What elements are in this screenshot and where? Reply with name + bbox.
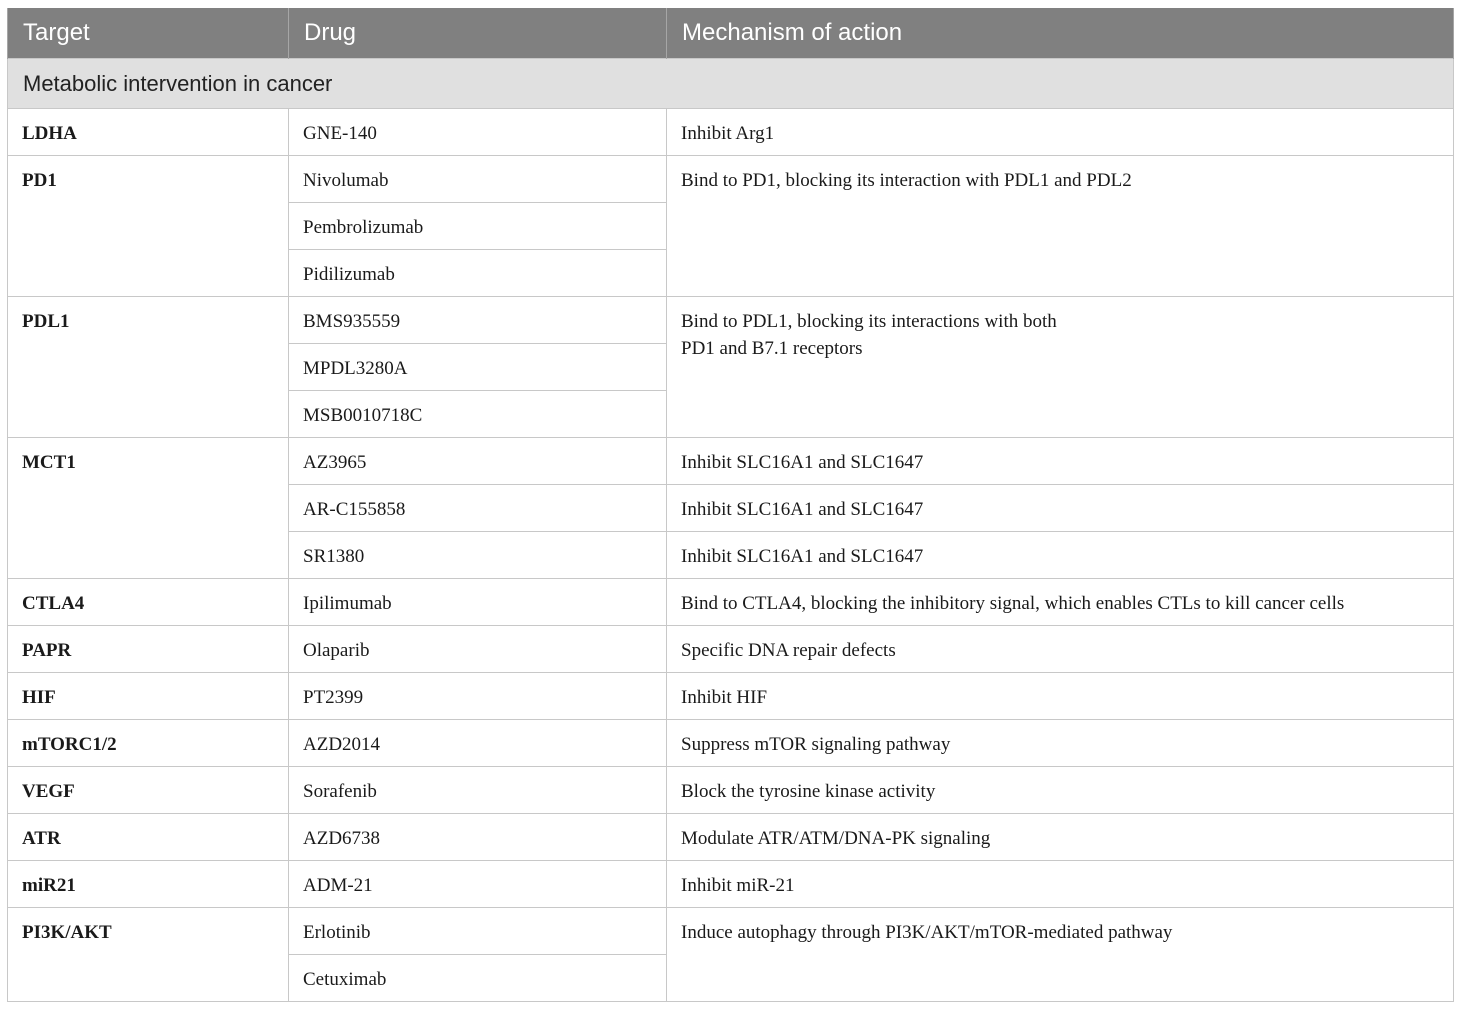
table-row (8, 156, 1454, 203)
mechanism-cell: Inhibit Arg1 (667, 109, 1454, 156)
table-row (8, 814, 1454, 861)
table-row (8, 626, 1454, 673)
drug-cell: BMS935559 (289, 297, 667, 344)
drug-target-table-container (7, 8, 1453, 1002)
target-cell: HIF (8, 673, 289, 720)
target-cell: miR21 (8, 861, 289, 908)
drug-cell: Cetuximab (289, 955, 667, 1002)
target-cell: mTORC1/2 (8, 720, 289, 767)
table-row (8, 297, 1454, 344)
drug-cell: Pembrolizumab (289, 203, 667, 250)
column-header-target: Target (8, 8, 289, 59)
table-row (8, 673, 1454, 720)
drug-cell: AZD6738 (289, 814, 667, 861)
column-header-drug: Drug (289, 8, 667, 59)
section-row (8, 59, 1454, 109)
target-cell: PI3K/AKT (8, 908, 289, 1002)
drug-cell: Sorafenib (289, 767, 667, 814)
drug-cell: GNE-140 (289, 109, 667, 156)
drug-cell: MPDL3280A (289, 344, 667, 391)
target-cell: PD1 (8, 156, 289, 297)
table-row (8, 579, 1454, 626)
drug-cell: Nivolumab (289, 156, 667, 203)
drug-cell: Olaparib (289, 626, 667, 673)
header-row (8, 8, 1454, 59)
section-title: Metabolic intervention in cancer (8, 59, 1454, 109)
mechanism-cell: Bind to PDL1, blocking its interactions with both PD1 and B7.1 receptors (667, 297, 1454, 438)
drug-target-table (7, 8, 1454, 1002)
drug-cell: Erlotinib (289, 908, 667, 955)
target-cell: ATR (8, 814, 289, 861)
mechanism-cell: Inhibit SLC16A1 and SLC1647 (667, 438, 1454, 485)
mechanism-cell: Inhibit miR-21 (667, 861, 1454, 908)
drug-cell: PT2399 (289, 673, 667, 720)
target-cell: CTLA4 (8, 579, 289, 626)
mechanism-cell: Bind to CTLA4, blocking the inhibitory signal, which enables CTLs to kill cancer cells (667, 579, 1454, 626)
table-row (8, 908, 1454, 955)
target-cell: PDL1 (8, 297, 289, 438)
table-row (8, 109, 1454, 156)
drug-cell: Ipilimumab (289, 579, 667, 626)
target-cell: LDHA (8, 109, 289, 156)
mechanism-cell: Block the tyrosine kinase activity (667, 767, 1454, 814)
target-cell: MCT1 (8, 438, 289, 579)
mechanism-cell: Inhibit SLC16A1 and SLC1647 (667, 532, 1454, 579)
target-cell: PAPR (8, 626, 289, 673)
drug-cell: ADM-21 (289, 861, 667, 908)
mechanism-cell: Modulate ATR/ATM/DNA-PK signaling (667, 814, 1454, 861)
mechanism-cell: Suppress mTOR signaling pathway (667, 720, 1454, 767)
mechanism-cell: Inhibit HIF (667, 673, 1454, 720)
drug-cell: SR1380 (289, 532, 667, 579)
drug-cell: MSB0010718C (289, 391, 667, 438)
drug-cell: AZD2014 (289, 720, 667, 767)
target-cell: VEGF (8, 767, 289, 814)
mechanism-cell: Induce autophagy through PI3K/AKT/mTOR-mediated pathway (667, 908, 1454, 1002)
drug-cell: AR-C155858 (289, 485, 667, 532)
drug-cell: AZ3965 (289, 438, 667, 485)
table-row (8, 767, 1454, 814)
table-row (8, 720, 1454, 767)
table-row (8, 861, 1454, 908)
column-header-mechanism: Mechanism of action (667, 8, 1454, 59)
drug-cell: Pidilizumab (289, 250, 667, 297)
table-row (8, 438, 1454, 485)
table-body (8, 59, 1454, 1002)
mechanism-cell: Bind to PD1, blocking its interaction with PDL1 and PDL2 (667, 156, 1454, 297)
mechanism-cell: Specific DNA repair defects (667, 626, 1454, 673)
mechanism-cell: Inhibit SLC16A1 and SLC1647 (667, 485, 1454, 532)
